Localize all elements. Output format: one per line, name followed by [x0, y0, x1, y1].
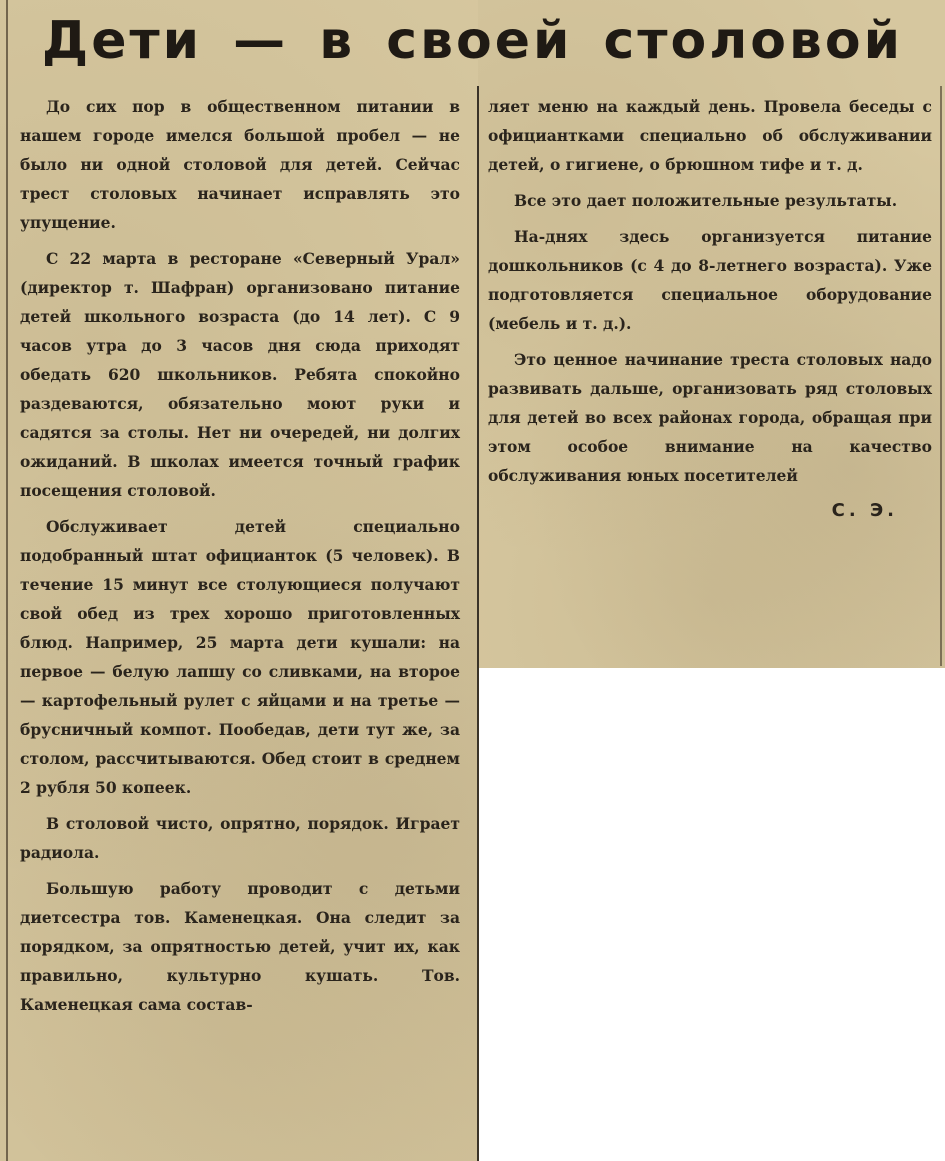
column-divider — [477, 86, 479, 1161]
left-column — [20, 92, 460, 1026]
paragraph-preschool: На-днях здесь организуется питание дошкольников (с 4 до 8-летнего возраста). Уже подготовляется специальное оборудование (мебель и т. д.). — [488, 227, 932, 333]
paragraph-results: Все это дает положительные результаты. — [514, 191, 898, 210]
article-headline: Дети — в своей столовой — [41, 11, 904, 71]
author-signature: С. Э. — [831, 500, 898, 521]
paragraph-service: Обслуживает детей специально подобранный штат официанток (5 человек). В течение 15 минут все столующиеся получают свой обед из трех хорошо приготовленных блюд. Например, 25 марта дети кушали: на первое — белую лапшу со сливками, на второе — картофельный рулет с яйцами и на третье — брусничный компот. Пообедав, дети тут же, за столом, рассчитываются. Обед стоит в среднем 2 рубля 50 копеек. — [20, 517, 460, 797]
paragraph-intro: До сих пор в общественном питании в нашем городе имелся большой пробел — не было ни одной столовой для детей. Сейчас трест столовых начинает исправлять это упущение. — [20, 97, 460, 232]
paragraph-restaurant: С 22 марта в ресторане «Северный Урал» (директор т. Шафран) организовано питание детей школьного возраста (до 14 лет). С 9 часов утра до 3 часов дня сюда приходят обедать 620 школьников. Ребята спокойно раздеваются, обязательно моют руки и садятся за столы. Нет ни очередей, ни долгих ожиданий. В школах имеется точный график посещения столовой. — [20, 249, 460, 500]
paragraph-conclusion: Это ценное начинание треста столовых надо развивать дальше, организовать ряд столовых для детей во всех районах города, обращая при этом особое внимание на качество обслуживания юных посетителей — [488, 350, 932, 485]
right-column — [488, 92, 932, 525]
paragraph-dietitian: Большую работу проводит с детьми диетсестра тов. Каменецкая. Она следит за порядком, за опрятностью детей, учит их, как правильно, культурно кушать. Тов. Каменецкая сама состав- — [20, 879, 460, 1014]
page-edge-right — [940, 86, 942, 666]
paragraph-menu-continued: ляет меню на каждый день. Провела беседы с официантками специально об обслуживании детей, о гигиене, о брюшном тифе и т. д. — [488, 97, 932, 174]
page-edge-left — [6, 0, 8, 1161]
paragraph-cleanliness: В столовой чисто, опрятно, порядок. Играет радиола. — [20, 814, 460, 862]
